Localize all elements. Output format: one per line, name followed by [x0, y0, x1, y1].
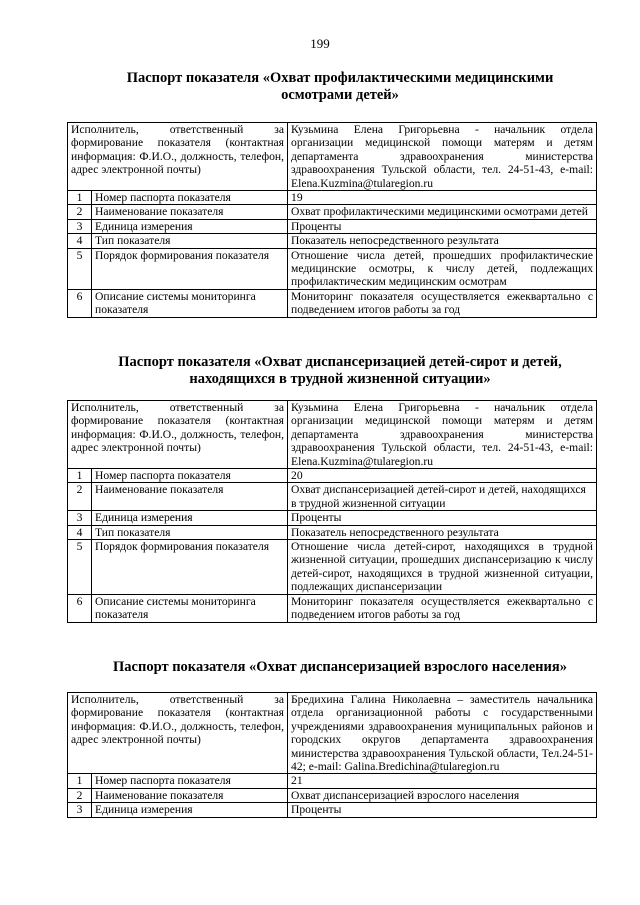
row-value: Проценты: [288, 803, 597, 817]
row-value: 21: [288, 774, 597, 788]
executor-value: Кузьмина Елена Григорьевна - начальник отдела организации медицинской помощи матерям и детям департамента здравоохранения министерства здравоохранения Тульской области, тел. 24-51-43, e-mail: Elena.Kuzmina@tularegion.ru: [288, 401, 597, 469]
row-value: 19: [288, 191, 597, 205]
row-value: Мониторинг показателя осуществляется ежеквартально с подведением итогов работы за год: [288, 594, 597, 622]
row-value: 20: [288, 469, 597, 483]
row-label: Порядок формирования показателя: [92, 540, 288, 595]
table-row: [68, 234, 597, 248]
title-line: Паспорт показателя «Охват диспансеризацией взрослого населения»: [113, 659, 567, 675]
row-value: Проценты: [288, 511, 597, 525]
title-line: Паспорт показателя «Охват профилактическими медицинскими: [126, 70, 554, 86]
row-number: 5: [68, 248, 92, 289]
row-number: 6: [68, 594, 92, 622]
table-row: [68, 788, 597, 802]
row-number: 5: [68, 540, 92, 595]
row-label: Единица измерения: [92, 511, 288, 525]
row-number: 1: [68, 191, 92, 205]
row-number: 2: [68, 788, 92, 802]
executor-row: [68, 693, 597, 774]
row-value: Показатель непосредственного результата: [288, 234, 597, 248]
row-number: 4: [68, 525, 92, 539]
row-value: Охват диспансеризацией детей-сирот и детей, находящихся в трудной жизненной ситуации: [288, 483, 597, 511]
row-number: 2: [68, 205, 92, 219]
title-line: Паспорт показателя «Охват диспансеризацией детей-сирот и детей,: [118, 354, 562, 370]
table-row: [68, 205, 597, 219]
row-label: Тип показателя: [92, 234, 288, 248]
table-row: [68, 219, 597, 233]
table-row: [68, 774, 597, 788]
row-value: Проценты: [288, 219, 597, 233]
row-value: Охват диспансеризацией взрослого населения: [288, 788, 597, 802]
row-number: 3: [68, 803, 92, 817]
table-row: [68, 289, 597, 317]
row-value: Показатель непосредственного результата: [288, 525, 597, 539]
row-label: Наименование показателя: [92, 788, 288, 802]
row-label: Единица измерения: [92, 219, 288, 233]
table-row: [68, 469, 597, 483]
row-label: Номер паспорта показателя: [92, 191, 288, 205]
table-row: [68, 540, 597, 595]
row-label: Наименование показателя: [92, 483, 288, 511]
passport-table-1: [67, 122, 597, 318]
executor-row: [68, 123, 597, 191]
passport-table-3: [67, 692, 597, 818]
row-number: 1: [68, 774, 92, 788]
row-label: Номер паспорта показателя: [92, 774, 288, 788]
row-number: 3: [68, 219, 92, 233]
row-label: Описание системы мониторинга показателя: [92, 594, 288, 622]
table-row: [68, 483, 597, 511]
row-value: Отношение числа детей, прошедших профилактические медицинские осмотры, к числу детей, подлежащих профилактическим медицинским осмотрам: [288, 248, 597, 289]
table-row: [68, 525, 597, 539]
executor-value: Кузьмина Елена Григорьевна - начальник отдела организации медицинской помощи матерям и детям департамента здравоохранения министерства здравоохранения Тульской области, тел. 24-51-43, e-mail: Elena.Kuzmina@tularegion.ru: [288, 123, 597, 191]
passport-title-2: [60, 354, 620, 388]
row-number: 1: [68, 469, 92, 483]
row-number: 3: [68, 511, 92, 525]
table-row: [68, 511, 597, 525]
row-value: Отношение числа детей-сирот, находящихся в трудной жизненной ситуации, прошедших диспансеризацию к числу детей-сирот, находящихся в трудной жизненной ситуации, подлежащих диспансеризации: [288, 540, 597, 595]
row-number: 6: [68, 289, 92, 317]
row-number: 4: [68, 234, 92, 248]
executor-value: Бредихина Галина Николаевна – заместитель начальника отдела организационной работы с государственными учреждениями здравоохранения муниципальных районов и городских округов департамента здравоохранения министерства здравоохранения Тульской области, Тел.24-51-42; e-mail: Galina.Bredichina@tularegion.ru: [288, 693, 597, 774]
passport-table-2: [67, 400, 597, 623]
row-number: 2: [68, 483, 92, 511]
page-number: 199: [310, 36, 330, 51]
passport-title-3: [60, 659, 620, 676]
title-line: находящихся в трудной жизненной ситуации»: [189, 371, 491, 387]
row-label: Номер паспорта показателя: [92, 469, 288, 483]
row-value: Мониторинг показателя осуществляется ежеквартально с подведением итогов работы за год: [288, 289, 597, 317]
executor-label: Исполнитель, ответственный за формирование показателя (контактная информация: Ф.И.О., должность, телефон, адрес электронной почты): [68, 401, 288, 469]
passport-title-1: [60, 70, 620, 104]
table-row: [68, 803, 597, 817]
table-row: [68, 191, 597, 205]
row-label: Наименование показателя: [92, 205, 288, 219]
row-label: Порядок формирования показателя: [92, 248, 288, 289]
table-row: [68, 594, 597, 622]
table-row: [68, 248, 597, 289]
row-label: Тип показателя: [92, 525, 288, 539]
row-value: Охват профилактическими медицинскими осмотрами детей: [288, 205, 597, 219]
row-label: Единица измерения: [92, 803, 288, 817]
executor-label: Исполнитель, ответственный за формирование показателя (контактная информация: Ф.И.О., должность, телефон, адрес электронной почты): [68, 123, 288, 191]
executor-label: Исполнитель, ответственный за формирование показателя (контактная информация: Ф.И.О., должность, телефон, адрес электронной почты): [68, 693, 288, 774]
executor-row: [68, 401, 597, 469]
row-label: Описание системы мониторинга показателя: [92, 289, 288, 317]
title-line: осмотрами детей»: [281, 87, 399, 103]
